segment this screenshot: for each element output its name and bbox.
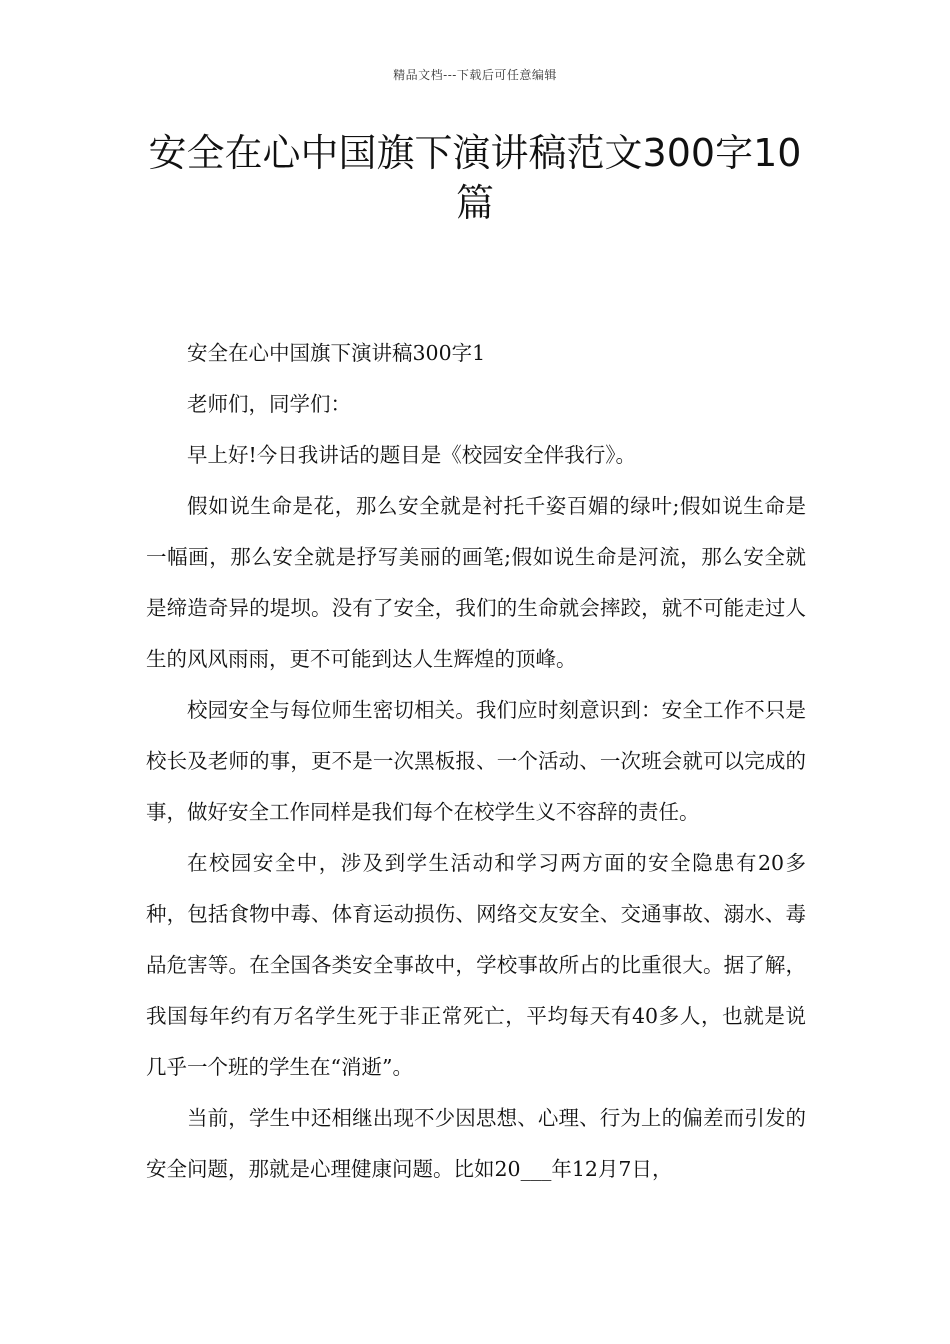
document-body xyxy=(146,328,806,1195)
paragraph: 老师们，同学们： xyxy=(187,392,351,416)
document-title: 安全在心中国旗下演讲稿范文300字10篇 xyxy=(148,131,802,225)
paragraph: 安全在心中国旗下演讲稿300字1 xyxy=(187,341,486,365)
paragraph: 当前，学生中还相继出现不少因思想、心理、行为上的偏差而引发的安全问题，那就是心理健康问题。比如20___年12月7日， xyxy=(146,1106,806,1181)
paragraph: 假如说生命是花，那么安全就是衬托千姿百媚的绿叶;假如说生命是一幅画，那么安全就是抒写美丽的画笔;假如说生命是河流，那么安全就是缔造奇异的堤坝。没有了安全，我们的生命就会摔跤，就不可能走过人生的风风雨雨，更不可能到达人生辉煌的顶峰。 xyxy=(146,494,806,671)
paragraph: 早上好!今日我讲话的题目是《校园安全伴我行》。 xyxy=(187,443,636,467)
paragraph: 校园安全与每位师生密切相关。我们应时刻意识到：安全工作不只是校长及老师的事，更不是一次黑板报、一个活动、一次班会就可以完成的事，做好安全工作同样是我们每个在校学生义不容辞的责任。 xyxy=(146,698,806,824)
header-note: 精品文档---下载后可任意编辑 xyxy=(393,68,557,82)
paragraph: 在校园安全中，涉及到学生活动和学习两方面的安全隐患有20多种，包括食物中毒、体育运动损伤、网络交友安全、交通事故、溺水、毒品危害等。在全国各类安全事故中，学校事故所占的比重很大。据了解，我国每年约有万名学生死于非正常死亡，平均每天有40多人，也就是说几乎一个班的学生在“消逝”。 xyxy=(146,851,806,1079)
